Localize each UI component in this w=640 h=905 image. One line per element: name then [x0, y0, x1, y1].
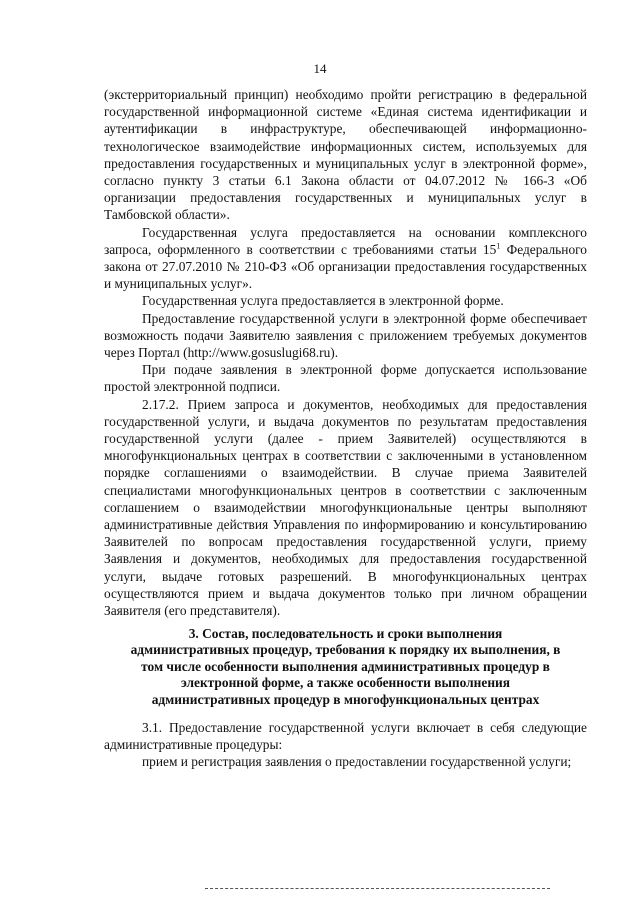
heading-line: том числе особенности выполнения административных процедур в [141, 658, 550, 674]
paragraph-signature: При подаче заявления в электронной форме допускается использование простой электронной подписи. [104, 362, 587, 395]
paragraph-mfc: 2.17.2. Прием запроса и документов, необходимых для предоставления государственной услуги, и выдача документов по результатам предоставления государственной услуги (далее - прием Заявителей) осуществляются в многофункциональных центрах в соответствии с заключенными в установленном порядке соглашениями о взаимодействии. В случае приема Заявителей специалистами многофункциональных центров в соответствии с заключенным соглашением о взаимодействии многофункциональные центры выполняют административные действия Управления по информированию и консультированию Заявителей по вопросам предоставления государственной услуги, приему Заявления и документов, необходимых для предоставления государственной услуги, выдаче готовых разрешений. В многофункциональных центрах осуществляются прием и выдача документов только при личном обращении Заявителя (его представителя). [104, 396, 587, 619]
paragraph-complex-request-text: Государственная услуга предоставляется на основании комплексного запроса, оформленного в соответствии с требованиями статьи 15 [104, 224, 587, 257]
paragraph-portal: Предоставление государственной услуги в электронной форме обеспечивает возможность подачи Заявителю заявления с приложением требуемых документов через Портал (http://www.gosuslugi68.ru). [104, 310, 587, 361]
body-text [104, 86, 587, 619]
heading-line: электронной форме, а также особенности выполнения [180, 675, 511, 691]
paragraph-federal-law: Федерального закона от 27.07.2010 № 210-ФЗ «Об организации предоставления государственных и муниципальных услуг». [104, 241, 587, 292]
footer-divider [205, 888, 550, 889]
paragraph-electronic-form: Государственная услуга предоставляется в электронной форме. [142, 293, 504, 309]
paragraph-complex-request [104, 224, 587, 293]
heading-line: 3. Состав, последовательность и сроки выполнения [188, 626, 503, 641]
paragraph-registration: (экстерриториальный принцип) необходимо пройти регистрацию в федеральной государственной информационной системе «Единая система идентификации и аутентификации в инфраструктуре, обеспечивающей информационно-технологическое взаимодействие информационных систем, используемых для предоставления государственных и муниципальных услуг в электронной форме», согласно пункту 3 статьи 6.1 Закона области от 04.07.2012 № 166-З «Об организации предоставления государственных и муниципальных услуг в Тамбовской области». [104, 87, 587, 223]
paragraph-reception: прием и регистрация заявления о предоставлении государственной услуги; [142, 754, 572, 770]
paragraph-procedures: 3.1. Предоставление государственной услуги включает в себя следующие административные процедуры: [104, 720, 587, 753]
section-text [104, 719, 587, 771]
page-number: 14 [313, 61, 327, 76]
superscript-one: 1 [496, 241, 501, 251]
section-heading [104, 626, 587, 708]
heading-line: административных процедур, требования к порядку их выполнения, в [130, 642, 561, 658]
heading-line: административных процедур в многофункциональных центрах [151, 691, 540, 707]
